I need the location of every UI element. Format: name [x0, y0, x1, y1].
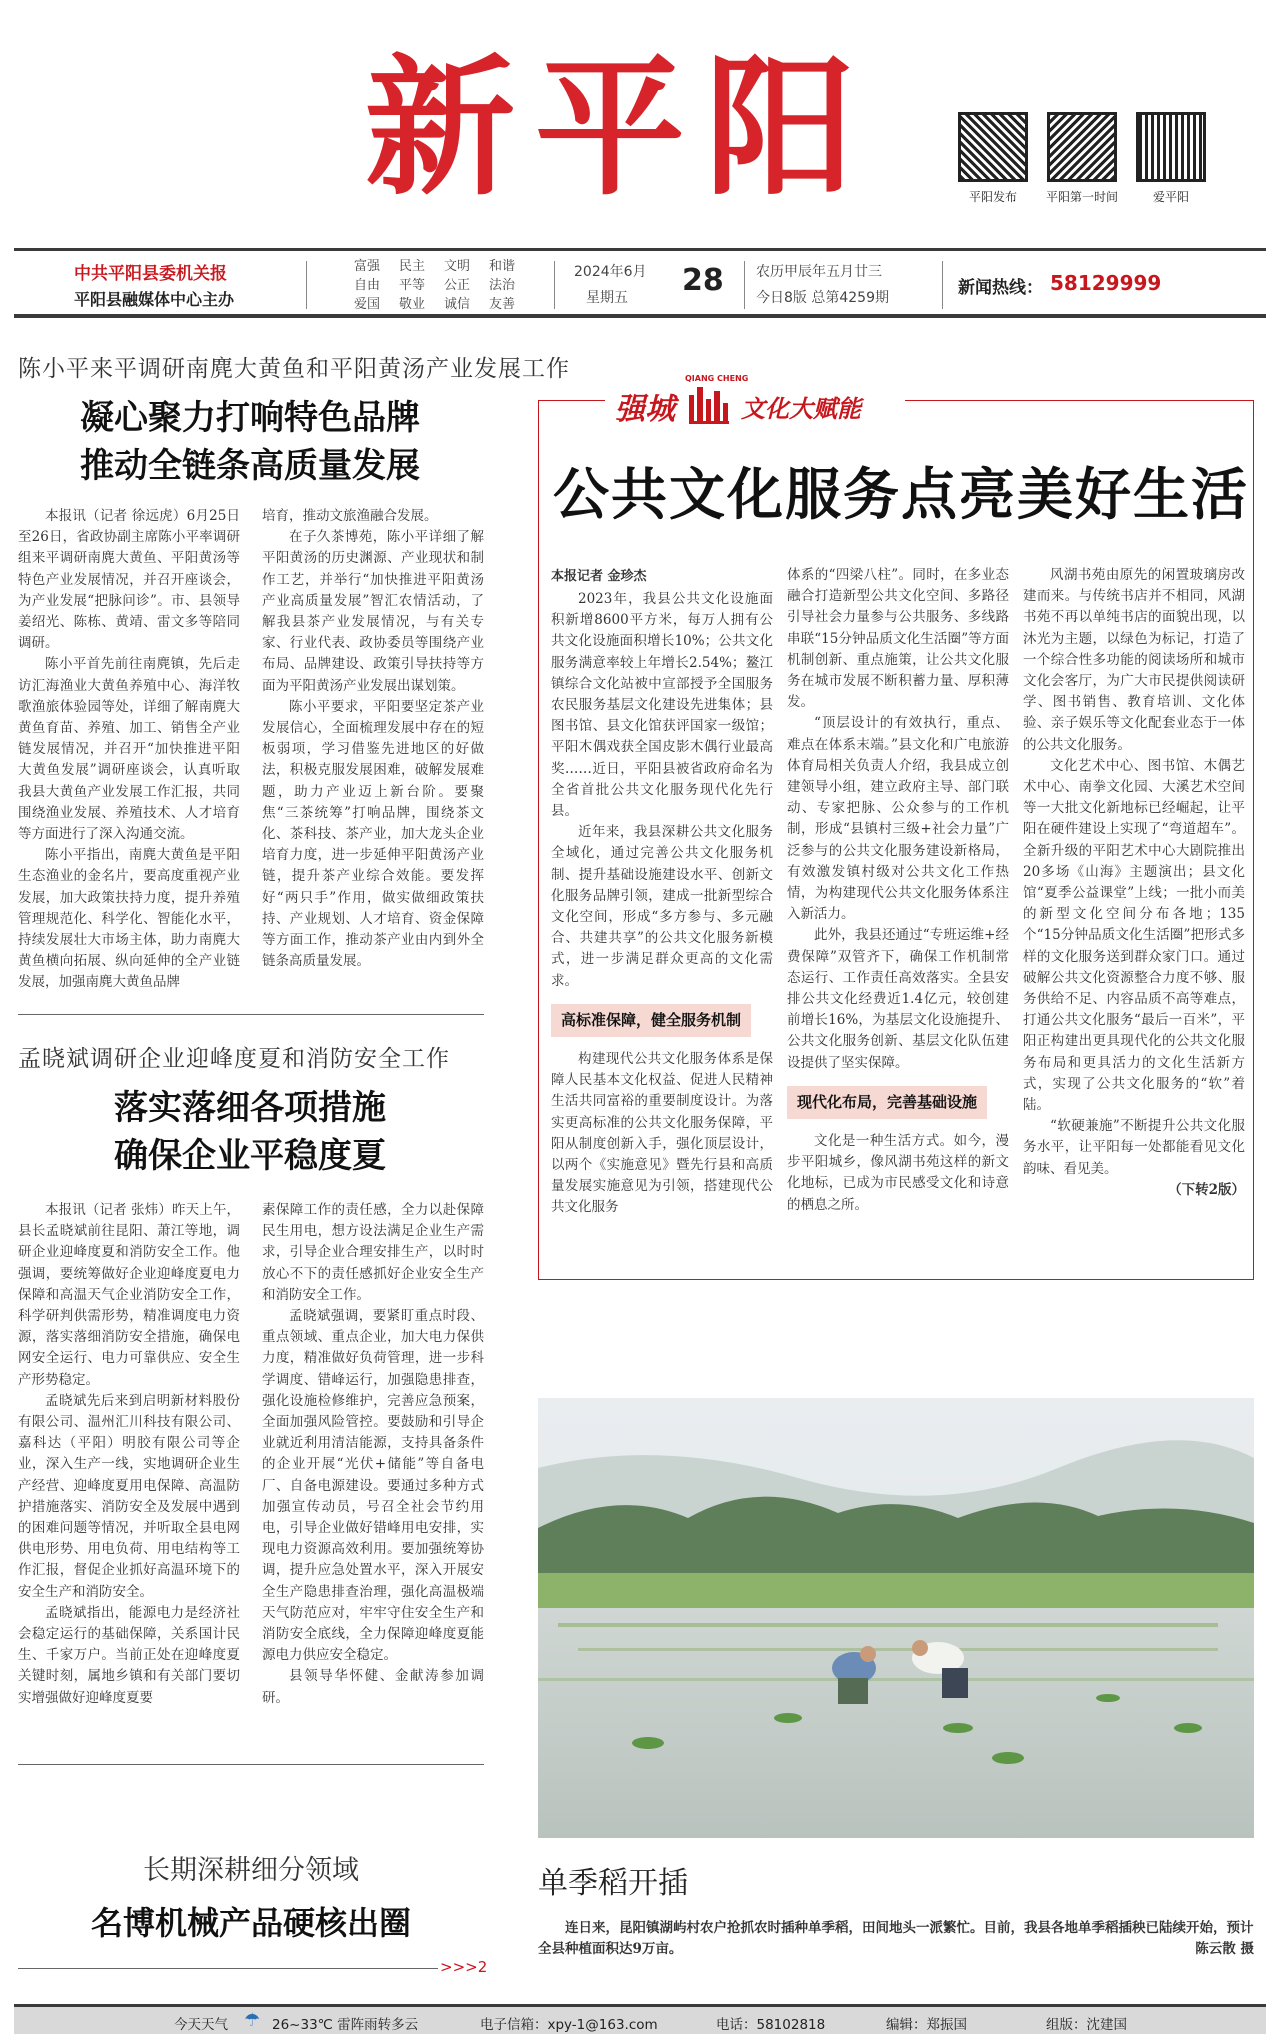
- org-line-2: 平阳县融媒体中心主办: [74, 290, 235, 309]
- masthead: [0, 0, 1280, 250]
- divider: [744, 261, 745, 309]
- feature-banner: [605, 361, 905, 441]
- masthead-title: 新平阳: [364, 40, 876, 216]
- qr-code-1[interactable]: [958, 112, 1028, 182]
- masthead-calligraphy: [340, 30, 900, 220]
- feature-banner-art: [605, 361, 905, 441]
- core-value: 平等: [399, 278, 426, 293]
- paragraph: “顶层设计的有效执行，重点、难点在体系末端。”县文化和广电旅游体育局相关负责人介绍，我县成立创建领导小组，建立政府主导、部门联动、专家把脉、公众参与的工作机制，形成“县镇村三级+社会力量”广泛参与的公共文化服务建设新格局，有效激发镇村级对公共文化工作热情，为构建现代公共文化服务体系注入新活力。: [787, 715, 1009, 923]
- photo-credit: 陈云散 摄: [1195, 1941, 1254, 1957]
- article2-column-1: [18, 1200, 240, 1709]
- divider: [554, 261, 555, 309]
- qr-code-icon: [958, 112, 1028, 182]
- paragraph: 孟晓斌强调，要紧盯重点时段、重点领域、重点企业，加大电力保供力度，精准做好负荷管理，进一步科学调度、错峰运行，加强隐患排查，强化设施检修维护，完善应急预案，全面加强风险管控。要鼓励和引导企业就近利用清洁能源，支持具备条件的企业开展“光伏+储能”等自备电厂、自备电源建设。要通过多种方式加强宣传动员，号召全社会节约用电，引导企业做好错峰用电安排，实现电力资源高效利用。要加强统筹协调，提升应急处置水平，深入开展安全生产隐患排查治理，强化高温极端天气防范应对，牢牢守住安全生产和消防安全底线，全力保障迎峰度夏能源电力供应安全稳定。: [262, 1308, 484, 1664]
- paragraph: 文化艺术中心、图书馆、木偶艺术中心、南拳文化园、大溪艺术空间等一大批文化新地标已经崛起，让平阳在硬件建设上实现了“弯道超车”。全新升级的平阳艺术中心大剧院推出20多场《山海》主题演出；县文化馆“夏季公益课堂”上线；一批小而美的新型文化空间分布各地；135个“15分钟品质文化生活圈”把形式多样的文化服务送到群众家门口。通过破解公共文化资源整合力度不够、服务供给不足、内容品质不高等难点，打通公共文化服务“最后一百米”，平阳正构建出更具现代化的公共文化服务布局和更具活力的文化生活新方式，实现了公共文化服务的“软”着陆。: [1023, 757, 1245, 1114]
- paragraph: 本报讯（记者 张炜）昨天上午，县长孟晓斌前往昆阳、萧江等地，调研企业迎峰度夏和消防安全工作。他强调，要统筹做好企业迎峰度夏电力保障和高温天气企业消防安全工作，科学研判供需形势，精准调度电力资源，落实落细消防安全措施，确保电网安全运行、电力可靠供应、安全生产形势稳定。: [18, 1202, 240, 1388]
- core-value: 文明: [444, 259, 471, 274]
- core-value: 敬业: [399, 297, 426, 312]
- paragraph: 陈小平要求，平阳要坚定茶产业发展信心，全面梳理发展中存在的短板弱项，学习借鉴先进地区的好做法，积极克服发展困难，破解发展难题，助力产业迈上新台阶。要聚焦“三茶统筹”打响品牌，围绕茶文化、茶科技、茶产业，加大龙头企业培育力度，进一步延伸平阳黄汤产业链，提升茶产业综合效能。要发挥好“两只手”作用，做实做细政策扶持、产业规划、人才培育、资金保障等方面工作，推动茶产业由内到外全链条高质量发展。: [262, 698, 484, 970]
- photo-title: 单季稻开插: [538, 1866, 688, 1901]
- divider: [18, 1968, 438, 1969]
- divider: [942, 261, 943, 309]
- org-line-1: 中共平阳县委机关报: [74, 264, 227, 284]
- paragraph: 在子久茶博苑，陈小平详细了解平阳黄汤的历史渊源、产业现状和制作工艺，并举行“加快推进平阳黄汤产业高质量发展”智汇农情活动，了解我县茶产业发展情况，与有关专家、行业代表、政协委员等围绕产业布局、品牌建设、政策引导扶持等方面为平阳黄汤产业发展出谋划策。: [262, 529, 484, 694]
- feature-title: 公共文化服务点亮美好生活: [553, 462, 1249, 528]
- feature-column-2: [787, 565, 1009, 1216]
- qr-code-3[interactable]: [1136, 112, 1206, 182]
- paragraph: 风湖书苑由原先的闲置玻璃房改建而来。与传统书店并不相同，风湖书苑不再以单纯书店的面貌出现，以沐光为主题，以绿色为标记，打造了一个综合性多功能的阅读场所和城市文化会客厅，为广大市民提供阅读研学、图书销售、教育培训、文化体验、亲子娱乐等文化配套业态于一体的公共文化服务。: [1023, 567, 1245, 753]
- paragraph: 体系的“四梁八柱”。同时，在多业态融合打造新型公共文化空间、多路径引导社会力量参与公共服务、多线路串联“15分钟品质文化生活圈”等方面机制创新、重点施策，让公共文化服务在城市发展不断积蓄力量、厚积薄发。: [787, 567, 1009, 711]
- divider: [306, 261, 307, 309]
- article1-headline-1: 凝心聚力打响特色品牌: [80, 398, 420, 438]
- core-value: 友善: [489, 297, 516, 312]
- article2-headline-1: 落实落细各项措施: [114, 1088, 386, 1128]
- qr-code-icon: [1136, 112, 1206, 182]
- qr-code-2[interactable]: [1047, 112, 1117, 182]
- banner-left-text: 强城: [615, 392, 675, 427]
- paragraph: 孟晓斌先后来到启明新材料股份有限公司、温州汇川科技有限公司、嘉科达（平阳）明胶有限公司等企业，深入生产一线，实地调研企业生产经营、迎峰度夏用电保障、高温防护措施落实、消防安全及发展中遇到的困难问题等情况，并听取全县电网供电形势、用电负荷、用电结构等工作汇报，督促企业抓好高温环境下的安全生产和消防安全。: [18, 1392, 240, 1600]
- feature-column-1: [551, 589, 773, 1219]
- article2-column-2: [262, 1200, 484, 1709]
- subhead-modernization: 现代化布局，完善基础设施: [787, 1086, 987, 1119]
- caption-text: 连日来，昆阳镇湖屿村农户抢抓农时插种单季稻，田间地头一派繁忙。目前，我县各地单季稻插秧已陆续开始，预计全县种植面积达9万亩。: [538, 1920, 1254, 1957]
- article1-column-2: [262, 506, 484, 972]
- paragraph: 陈小平指出，南麂大黄鱼是平阳生态渔业的金名片，要高度重视产业发展，加大政策扶持力度，提升养殖管理规范化、科学化、智能化水平，持续发展壮大市场主体，助力南麂大黄鱼横向拓展、纵向延伸的全产业链发展，加强南麂大黄鱼品牌: [18, 847, 240, 991]
- subhead-standards: 高标准保障，健全服务机制: [551, 1004, 751, 1037]
- footer-editor: 编辑：郑振国: [886, 2017, 967, 2033]
- footer-email[interactable]: 电子信箱：xpy-1@163.com: [480, 2017, 658, 2033]
- core-value: 富强: [354, 259, 381, 274]
- banner-right-text: 文化大赋能: [741, 395, 861, 423]
- core-value: 和谐: [489, 259, 516, 274]
- info-bar: [14, 248, 1266, 318]
- paragraph: 近年来，我县深耕公共文化服务全域化，通过完善公共文化服务机制、提升基础设施建设水平、创新文化服务品牌引领，建成一批新型综合文化空间，形成“多方参与、多元融合、共建共享”的公共文化服务新模式，进一步满足群众更高的文化需求。: [551, 824, 773, 989]
- article2-headline-2: 确保企业平稳度夏: [114, 1136, 386, 1176]
- hotline-label: 新闻热线：: [958, 278, 1043, 298]
- issue-day: 28: [682, 263, 724, 298]
- rice-field-illustration: [538, 1398, 1254, 1838]
- divider: [18, 1014, 484, 1015]
- qr-label-1: 平阳发布: [968, 190, 1017, 204]
- paragraph: 此外，我县还通过“专班运维+经费保障”双管齐下，确保工作机制常态运行、工作责任高效落实。全县安排公共文化经费近1.4亿元，较创建前增长16%，为基层文化设施提升、公共文化服务创新、基层文化队伍建设提供了坚实保障。: [787, 927, 1009, 1071]
- rain-cloud-icon: ☂: [244, 2010, 261, 2031]
- issue-weekday: 星期五: [586, 290, 628, 306]
- paragraph: “软硬兼施”不断提升公共文化服务水平，让平阳每一处都能看见文化韵味、看见美。: [1023, 1118, 1245, 1177]
- rice-planting-photo: [538, 1398, 1254, 1838]
- skyline-icon: [689, 387, 729, 424]
- continued-note[interactable]: （下转2版）: [1168, 1181, 1245, 1198]
- core-value: 公正: [444, 278, 471, 293]
- article1-column-1: [18, 506, 240, 994]
- paragraph: 构建现代公共文化服务体系是保障人民基本文化权益、促进人民精神生活共同富裕的重要制度设计。为落实更高标准的公共文化服务保障，平阳从制度创新入手，强化顶层设计，以两个《实施意见》暨先行县和高质量发展实施意见为引领，搭建现代公共文化服务: [551, 1051, 773, 1216]
- article2-kicker: 孟晓斌调研企业迎峰度夏和消防安全工作: [18, 1046, 450, 1072]
- core-values: [354, 257, 534, 314]
- weather-label: 今天天气: [174, 2017, 228, 2033]
- core-value: 诚信: [444, 297, 471, 312]
- paragraph: 县领导华怀健、金献涛参加调研。: [262, 1668, 484, 1706]
- paragraph: 2023年，我县公共文化设施面积新增8600平方米，每万人拥有公共文化设施面积增长10%；公共文化服务满意率较上年增长2.54%；鳌江镇综合文化站被中宣部授予全国服务农民服务基层文化建设先进集体；县图书馆、县文化馆获评国家一级馆；平阳木偶戏获全国皮影木偶行业最高奖……近日，平阳县被省政府命名为全省首批公共文化服务现代化先行县。: [551, 591, 773, 820]
- core-value: 爱国: [354, 297, 381, 312]
- feature-byline: 本报记者 金珍杰: [551, 569, 647, 584]
- paragraph: 孟晓斌指出，能源电力是经济社会稳定运行的基础保障，关系国计民生、千家万户。当前正处在迎峰度夏关键时刻，属地乡镇和有关部门要切实增强做好迎峰度夏要: [18, 1604, 240, 1706]
- feature-column-3: [1023, 565, 1245, 1201]
- article1-kicker: 陈小平来平调研南麂大黄鱼和平阳黄汤产业发展工作: [18, 356, 570, 382]
- footer-layout: 组版：沈建国: [1046, 2017, 1127, 2033]
- qr-label-3: 爱平阳: [1152, 190, 1189, 204]
- edition-info: 今日8版 总第4259期: [756, 290, 889, 306]
- qr-label-2: 平阳第一时间: [1045, 190, 1118, 204]
- hotline-number[interactable]: 58129999: [1050, 271, 1162, 295]
- feature-frame: [538, 374, 1254, 1280]
- photo-caption: [538, 1918, 1254, 1960]
- masthead-logo: [340, 30, 900, 220]
- paragraph: 本报讯（记者 徐远虎）6月25日至26日，省政协副主席陈小平率调研组来平调研南麂大黄鱼、平阳黄汤等特色产业发展情况，并召开座谈会，为产业发展“把脉问诊”。市、县领导姜绍光、陈栋、黄靖、雷文多等陪同调研。: [18, 508, 240, 652]
- weather-info: 26~33℃ 雷阵雨转多云: [272, 2017, 419, 2033]
- article1-headline-2: 推动全链条高质量发展: [80, 446, 420, 486]
- qr-code-icon: [1047, 112, 1117, 182]
- core-value: 民主: [399, 259, 426, 274]
- paragraph: 陈小平首先前往南麂镇，先后走访汇海渔业大黄鱼养殖中心、海洋牧歌渔旅体验园等处，详细了解南麂大黄鱼育苗、养殖、加工、销售全产业链发展情况，并召开“加快推进平阳大黄鱼发展”调研座谈会，认真听取我县大黄鱼产业发展工作汇报，共同围绕渔业发展、养殖技术、人才培育等方面进行了深入沟通交流。: [18, 656, 240, 843]
- footer-bar: [14, 2004, 1266, 2034]
- lunar-date: 农历甲辰年五月廿三: [756, 264, 882, 280]
- paragraph: 培育，推动文旅渔融合发展。: [262, 508, 438, 524]
- divider: [18, 1764, 484, 1765]
- bottom-story-title-2[interactable]: 名博机械产品硬核出圈: [90, 1904, 411, 1942]
- paragraph: 文化是一种生活方式。如今，漫步平阳城乡，像风湖书苑这样的新文化地标，已成为市民感受文化和诗意的栖息之所。: [787, 1133, 1009, 1213]
- footer-phone: 电话：58102818: [716, 2017, 826, 2033]
- core-value: 法治: [489, 278, 516, 293]
- core-value: 自由: [354, 278, 381, 293]
- see-page-link[interactable]: >>>2: [440, 1958, 488, 1976]
- issue-date: 2024年6月: [574, 264, 647, 280]
- bottom-story-title-1: 长期深耕细分领域: [143, 1855, 359, 1886]
- banner-logo-text: QIANG CHENG: [685, 374, 749, 383]
- paragraph: 素保障工作的责任感，全力以赴保障民生用电，想方设法满足企业生产需求，引导企业合理安排生产，以时时放心不下的责任感抓好企业安全生产和消防安全工作。: [262, 1202, 484, 1303]
